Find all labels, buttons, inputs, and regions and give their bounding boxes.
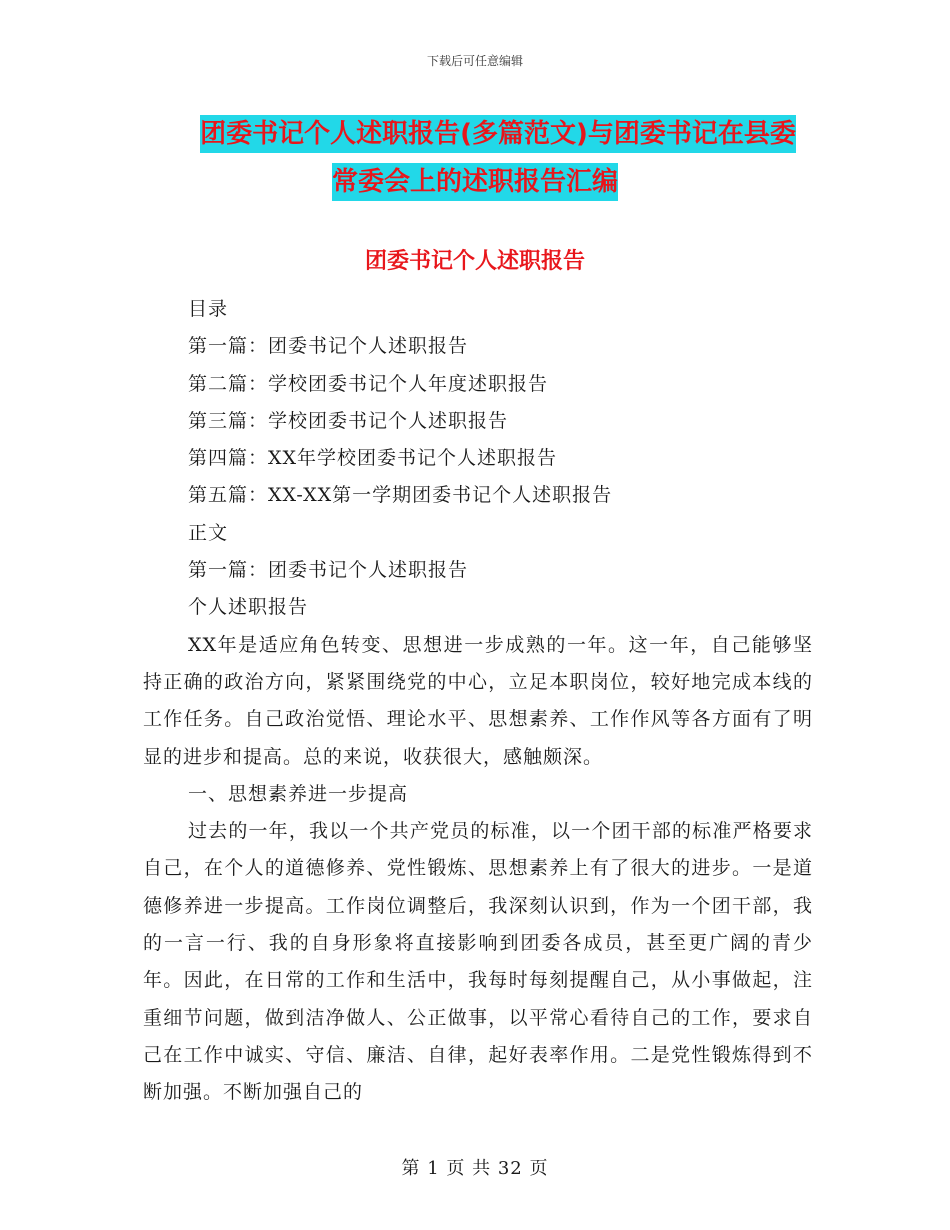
subheading: 一、思想素养进一步提高	[188, 782, 409, 805]
toc-item: 第一篇：团委书记个人述职报告	[188, 335, 469, 358]
chapter-title: 第一篇：团委书记个人述职报告	[188, 559, 469, 582]
toc-label: 目录	[188, 298, 229, 320]
title-line-2	[0, 158, 950, 206]
body-label: 正文	[188, 521, 229, 544]
title-line-2-text: 常委会上的述职报告汇编	[332, 163, 618, 201]
document-title	[0, 110, 950, 206]
title-line-1	[0, 110, 950, 158]
section-heading: 团委书记个人述职报告	[364, 249, 585, 274]
paragraph: XX年是适应角色转变、思想进一步成熟的一年。这一年，自己能够坚持正确的政治方向，紧紧围绕党的中心，立足本职岗位，较好地完成本线的工作任务。自己政治觉悟、理论水平、思想素养、工作作风等各方面有了明显的进步和提高。总的来说，收获很大，感触颇深。	[143, 633, 813, 768]
title-line-1-text: 团委书记个人述职报告(多篇范文)与团委书记在县委	[200, 115, 796, 153]
report-title: 个人述职报告	[188, 596, 309, 619]
toc-item: 第二篇：学校团委书记个人年度述职报告	[188, 372, 549, 395]
toc-item: 第三篇：学校团委书记个人述职报告	[188, 409, 509, 432]
paragraph: 过去的一年，我以一个共产党员的标准，以一个团干部的标准严格要求自己，在个人的道德修养、党性锻炼、思想素养上有了很大的进步。一是道德修养进一步提高。工作岗位调整后，我深刻认识到，作为一个团干部，我的一言一行、我的自身形象将直接影响到团委各成员，甚至更广阔的青少年。因此，在日常的工作和生活中，我每时每刻提醒自己，从小事做起，注重细节问题，做到洁净做人、公正做事，以平常心看待自己的工作，要求自己在工作中诚实、守信、廉洁、自律，起好表率作用。二是党性锻炼得到不断加强。不断加强自己的	[143, 820, 813, 1104]
header-note: 下载后可任意编辑	[426, 54, 523, 68]
page-footer: 第 1 页 共 32 页	[401, 1158, 549, 1179]
toc-item: 第四篇：XX年学校团委书记个人述职报告	[188, 447, 558, 470]
toc-item: 第五篇：XX-XX第一学期团委书记个人述职报告	[188, 484, 613, 507]
document-body	[143, 291, 813, 1112]
